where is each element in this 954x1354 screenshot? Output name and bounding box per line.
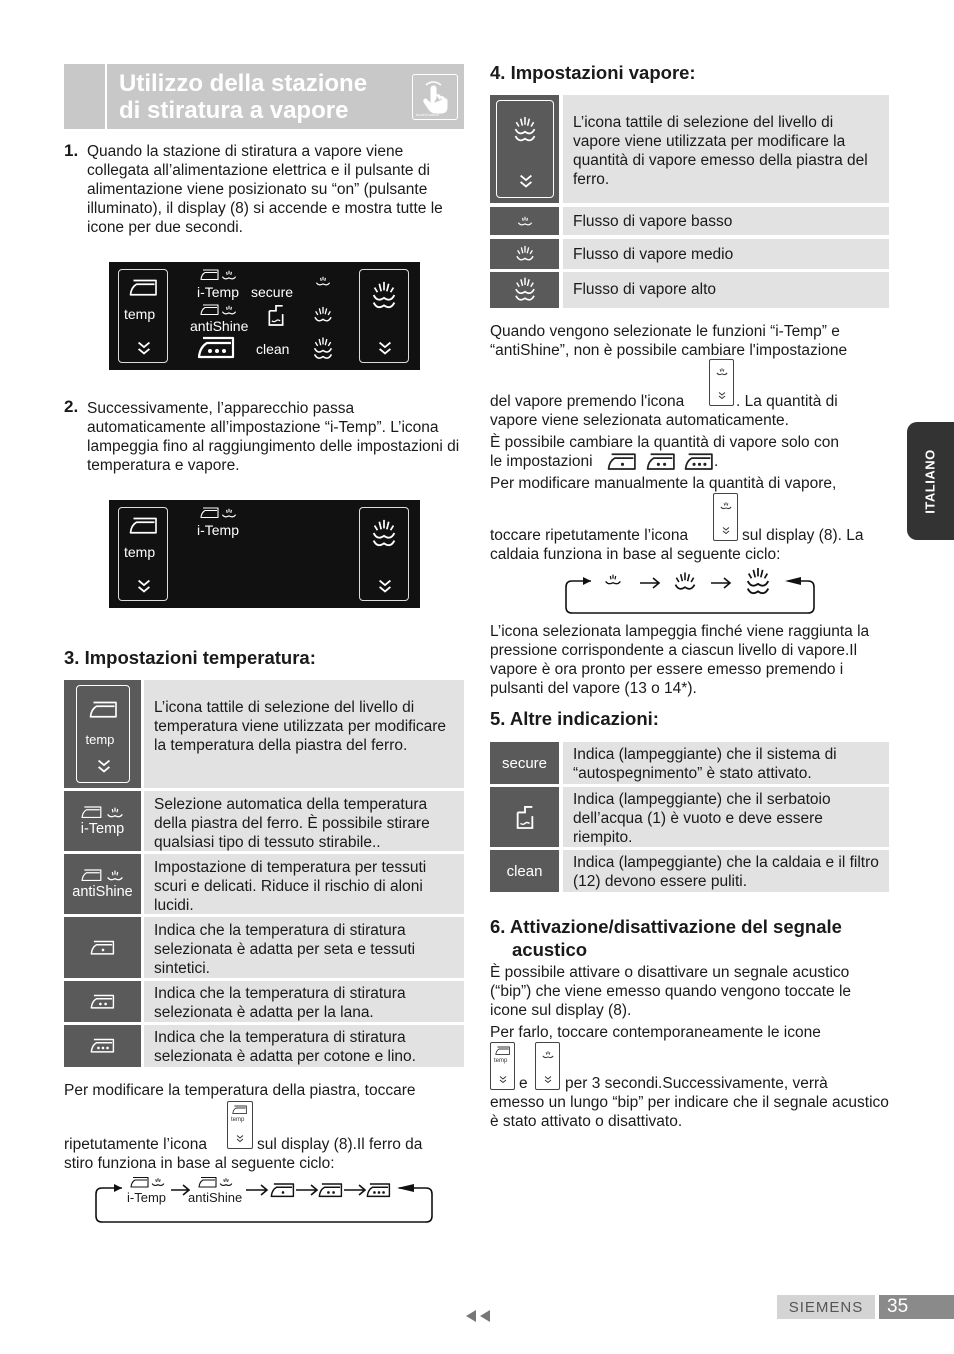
iron-two-dots-icon [90, 993, 116, 1011]
step1-text: Quando la stazione di stiratura a vapore viene collegata all’alimentazione elettrica e il pulsante di alimentazione viene posizionato su “on” (pulsante illuminato), il display (8) si accende e mostra tutte le icone per due secondi. [87, 143, 443, 236]
water-tank-icon-cell [490, 787, 559, 847]
steam-high-icon [311, 336, 335, 362]
antishine-label: antiShine [190, 318, 249, 334]
cotton-table-text: Indica che la temperatura di stiratura selezionata è adatta per cotone e lino. [144, 1025, 464, 1067]
section3-heading: 3. Impostazioni temperatura: [64, 647, 316, 668]
steam-para2c: vapore viene selezionata automaticamente. [490, 412, 789, 429]
steam-low-icon [516, 214, 534, 229]
steam-icon [369, 280, 399, 312]
steam-icon [105, 868, 125, 884]
iron-two-dots-icon [646, 452, 677, 472]
steam-para3: È possibile cambiare la quantità di vapore solo con [490, 434, 839, 451]
step2-text: Successivamente, l’apparecchio passa automaticamente all’impostazione “i-Temp”. L’icona lampeggia fino al raggiungimento delle impostazioni di temperatura e vapore. [87, 400, 460, 474]
steam-para3b: le impostazioni [490, 453, 593, 470]
chevron-down-icon [517, 173, 535, 189]
steam-button-inline-icon [713, 493, 738, 541]
iron-icon [495, 1046, 511, 1056]
steam-high-icon-cell [490, 272, 559, 308]
steam-low-icon [603, 572, 623, 588]
steam-medium-icon [513, 243, 537, 265]
iron-two-dots-icon [318, 1182, 344, 1199]
section5-heading: 5. Altre indicazioni: [490, 708, 659, 729]
antishine-table-text: Impostazione di temperatura per tessuti scuri e delicati. Riduce il rischio di aloni lucidi. [144, 854, 464, 914]
steam-icon [541, 1049, 555, 1061]
iron-one-dot-icon [607, 452, 638, 472]
temp-para-line2b: sul display (8).Il ferro da [257, 1136, 423, 1153]
steam-icon [220, 506, 238, 521]
page-number: 35 [887, 1296, 909, 1317]
clean-label: clean [506, 862, 543, 880]
beep-para3b: per 3 secondi.Successivamente, verrà [565, 1075, 828, 1092]
steam-button [359, 269, 409, 363]
steam-medium-icon-cell [490, 239, 559, 269]
itemp-label: i-Temp [197, 284, 240, 300]
steam-icon [150, 1176, 166, 1189]
steam-para1: Quando vengono selezionate le funzioni “i-Temp” e “antiShine”, non è possibile cambiare l'impostazione [490, 323, 848, 359]
steam-para5a: toccare ripetutamente l’icona [490, 527, 689, 544]
silk-table-text: Indica che la temperatura di stiratura selezionata è adatta per seta e tessuti sintetici. [144, 917, 464, 978]
temp-table-text: L’icona tattile di selezione del livello di temperatura viene utilizzata per modificare la temperatura della piastra del ferro. [144, 680, 464, 788]
iron-icon [89, 700, 119, 720]
steam-low-icon-cell [490, 207, 559, 235]
steam-icon [719, 500, 733, 512]
back-arrows-icon [464, 1308, 492, 1324]
iron-cotton-icon [197, 335, 237, 361]
iron-icon [130, 1176, 150, 1189]
steam-para6: L’icona selezionata lampeggia finché viene raggiunta la pressione corrispondente a ciascun livello di vapore.Il vapore è ora pronto per essere emesso premendo i pulsanti del vapore (13 o 14*). [490, 623, 870, 697]
iron-icon [232, 1105, 248, 1115]
water-tank-text: Indica (lampeggiante) che il serbatoio dell’acqua (1) è vuoto e deve essere riempito. [563, 787, 889, 847]
wool-table-icon-cell [64, 981, 141, 1022]
steam-para5b: sul display (8). La [742, 527, 864, 544]
secure-label: secure [251, 284, 294, 300]
steam-high-icon [512, 276, 538, 304]
page-title [119, 70, 409, 124]
iron-icon [129, 278, 159, 298]
steam-medium-text: Flusso di vapore medio [563, 239, 889, 269]
temperature-cycle-diagram [94, 1174, 434, 1226]
language-tab-label: ITALIANO [923, 448, 939, 514]
iron-icon [81, 868, 103, 883]
section6-heading-line2: acustico [512, 939, 588, 960]
steam-cycle-diagram [563, 565, 817, 617]
water-tank-icon [266, 302, 286, 328]
section6-heading-line1: 6. Attivazione/disattivazione del segnale [490, 916, 842, 937]
itemp-label: i-Temp [80, 821, 125, 837]
temp-button-inline-icon [490, 1042, 515, 1090]
temp-button [118, 507, 168, 601]
steam-button-icon [496, 100, 554, 198]
cotton-table-icon-cell [64, 1025, 141, 1067]
section4-heading: 4. Impostazioni vapore: [490, 62, 696, 83]
temp-button-inline-icon [227, 1101, 253, 1149]
temp-para-line3: stiro funziona in base al seguente ciclo: [64, 1155, 335, 1172]
clean-label: clean [256, 341, 290, 357]
beep-para4: emesso un lungo “bip” per indicare che il segnale acustico è stato attivato o disattivato. [490, 1094, 889, 1130]
secure-label: secure [501, 754, 548, 772]
chevron-down-icon [376, 340, 394, 356]
title-separator [105, 64, 107, 129]
steam-table-text: L’icona tattile di selezione del livello di vapore viene utilizzata per modificare la quantità di vapore emesso della piastra del ferro. [563, 95, 889, 203]
steam-low-icon [314, 274, 332, 289]
secure-icon-cell [490, 742, 559, 784]
beep-para1: È possibile attivare o disattivare un segnale acustico (“bip”) che viene emesso quando vengono toccate le icone sul display (8). [490, 964, 852, 1019]
chevron-down-icon [235, 1134, 245, 1143]
cycle-itemp-label: i-Temp [127, 1190, 167, 1205]
beep-para2: Per farlo, toccare contemporaneamente le icone [490, 1024, 821, 1041]
temp-label: temp [231, 1117, 245, 1123]
steam-table-icon-cell [490, 95, 559, 203]
itemp-table-text: Selezione automatica della temperatura della piastra del ferro. È possibile stirare qualsiasi tipo di tessuto stirabile.. [144, 791, 464, 851]
itemp-table-icon-cell [64, 791, 141, 851]
steam-high-text: Flusso di vapore alto [563, 272, 889, 308]
temp-label: temp [85, 732, 115, 747]
step1-number: 1. [64, 141, 79, 160]
steam-icon [105, 805, 125, 821]
iron-three-dots-icon [366, 1182, 392, 1199]
chevron-down-icon [543, 1075, 553, 1084]
brand-label: SIEMENS [788, 1298, 864, 1316]
steam-icon [369, 518, 399, 550]
iron-icon [198, 1176, 218, 1189]
temp-label: temp [494, 1058, 508, 1064]
steam-medium-icon [311, 304, 335, 326]
temp-label: temp [124, 544, 156, 560]
clean-icon-cell [490, 850, 559, 892]
antishine-label: antiShine [72, 884, 133, 900]
display-itemp [109, 500, 420, 608]
temp-table-icon-cell [64, 680, 141, 788]
page-title-line2: di stiratura a vapore [119, 97, 349, 124]
steam-medium-icon [672, 569, 698, 595]
iron-icon [200, 506, 220, 520]
page-title-line1: Utilizzo della stazione [119, 70, 368, 97]
steam-icon [220, 303, 238, 318]
iron-icon [200, 303, 220, 317]
chevron-down-icon [721, 526, 731, 535]
display-all-icons [109, 262, 420, 370]
itemp-label: i-Temp [197, 522, 240, 538]
chevron-down-icon [135, 578, 153, 594]
iron-icon [81, 805, 103, 820]
iron-three-dots-icon [90, 1037, 116, 1055]
step2-number: 2. [64, 397, 79, 416]
temp-para-line1: Per modificare la temperatura della piastra, toccare [64, 1082, 416, 1099]
steam-button [359, 507, 409, 601]
silk-table-icon-cell [64, 917, 141, 978]
steam-high-icon [744, 566, 772, 598]
steam-para5c: caldaia funziona in base al seguente ciclo: [490, 546, 781, 563]
temp-button [118, 269, 168, 363]
steam-para2a: del vapore premendo l'icona [490, 393, 685, 410]
iron-icon [129, 516, 159, 536]
steam-button-inline-icon [535, 1042, 560, 1090]
chevron-down-icon [376, 578, 394, 594]
cycle-antishine-label: antiShine [188, 1190, 243, 1205]
touch-control-label: touchControl [416, 112, 439, 117]
steam-icon [220, 268, 238, 283]
iron-icon [200, 268, 220, 282]
temp-button-icon [76, 685, 130, 783]
wool-table-text: Indica che la temperatura di stiratura selezionata è adatta per la lana. [144, 981, 464, 1022]
chevron-down-icon [95, 758, 113, 774]
steam-button-inline-icon [709, 359, 734, 406]
steam-low-text: Flusso di vapore basso [563, 207, 889, 235]
iron-three-dots-icon [684, 452, 715, 472]
steam-icon [218, 1176, 234, 1189]
secure-text: Indica (lampeggiante) che il sistema di “autospegnimento” è stato attivato. [563, 742, 889, 784]
steam-icon [512, 115, 538, 145]
iron-one-dot-icon [90, 939, 116, 957]
temp-label: temp [124, 306, 156, 322]
chevron-down-icon [717, 391, 727, 400]
temp-para-line2a: ripetutamente l’icona [64, 1136, 208, 1153]
antishine-table-icon-cell [64, 854, 141, 914]
chevron-down-icon [498, 1075, 508, 1084]
iron-one-dot-icon [270, 1182, 296, 1199]
clean-text: Indica (lampeggiante) che la caldaia e il filtro (12) devono essere puliti. [563, 850, 889, 892]
water-tank-icon [514, 802, 536, 832]
steam-para4: Per modificare manualmente la quantità di vapore, [490, 475, 837, 492]
chevron-down-icon [135, 340, 153, 356]
steam-icon [715, 366, 729, 378]
beep-para3a: e [519, 1075, 528, 1092]
steam-para2b: . La quantità di [736, 393, 838, 410]
